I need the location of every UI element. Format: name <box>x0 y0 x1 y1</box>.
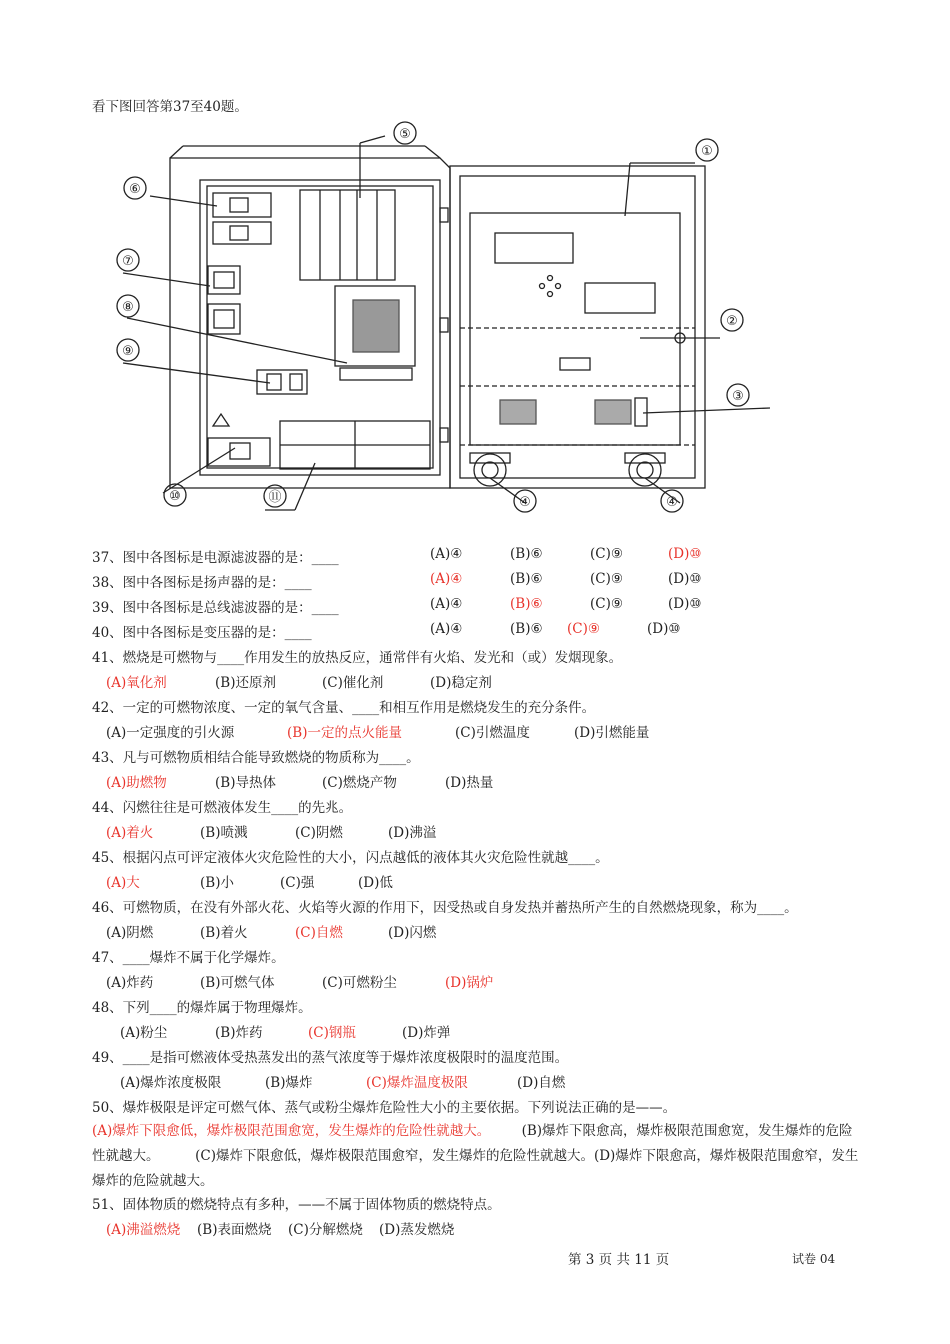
question-37: 37、图中各图标是电源滤波器的是：____ <box>92 550 339 566</box>
q46-option-d: (D)闪燃 <box>388 925 437 941</box>
label-11: ⑪ <box>268 490 282 505</box>
wheel-left <box>474 454 506 486</box>
q47-option-b: (B)可燃气体 <box>200 975 275 991</box>
q50-option-d: (D)爆炸下限愈高，爆炸极限范围愈窄，发生爆炸的危险就越大。 <box>92 1148 859 1189</box>
page-number: 第 3 页 共 11 页 <box>568 1252 670 1268</box>
component-6-bottom <box>213 222 271 244</box>
q38-option-a: (A)④ <box>430 571 463 587</box>
q37-option-a: (A)④ <box>430 546 463 562</box>
q51-option-a: (A)沸溢燃烧 <box>106 1222 181 1238</box>
q43-option-a: (A)助燃物 <box>106 775 167 791</box>
q48-option-d: (D)炸弹 <box>402 1025 451 1041</box>
q39-option-b: (B)⑥ <box>510 596 543 612</box>
q44-option-d: (D)沸溢 <box>388 825 437 841</box>
q42-option-b: (B)一定的点火能量 <box>287 725 402 741</box>
q44-option-c: (C)阴燃 <box>295 825 343 841</box>
question-49: 49、____是指可燃液体受热蒸发出的蒸气浓度等于爆炸浓度极限时的温度范围。 <box>92 1050 569 1066</box>
label-3: ③ <box>732 389 744 404</box>
q46-option-a: (A)阴燃 <box>106 925 154 941</box>
q49-option-b: (B)爆炸 <box>265 1075 313 1091</box>
q49-option-a: (A)爆炸浓度极限 <box>120 1075 222 1091</box>
label-2: ② <box>726 314 738 329</box>
q37-option-d: (D)⑩ <box>668 546 702 562</box>
question-50: 50、爆炸极限是评定可燃气体、蒸气或粉尘爆炸危险性大小的主要依据。下列说法正确的是——。 <box>92 1100 677 1116</box>
question-42: 42、一定的可燃物浓度、一定的氧气含量、____和相互作用是燃烧发生的充分条件。 <box>92 700 596 716</box>
q39-option-c: (C)⑨ <box>590 596 623 612</box>
q40-option-c: (C)⑨ <box>567 621 600 637</box>
q41-option-b: (B)还原剂 <box>215 675 276 691</box>
q41-option-a: (A)氧化剂 <box>106 675 167 691</box>
question-51: 51、固体物质的燃烧特点有多种，——不属于固体物质的燃烧特点。 <box>92 1197 501 1213</box>
label-4a: ④ <box>519 495 531 510</box>
q48-option-b: (B)炸药 <box>215 1025 263 1041</box>
q48-option-c: (C)钢瓶 <box>308 1025 356 1041</box>
label-7: ⑦ <box>122 254 134 269</box>
component-7-top <box>208 266 240 294</box>
q51-option-c: (C)分解燃烧 <box>288 1222 363 1238</box>
label-4b: ④ <box>666 495 678 510</box>
q47-option-c: (C)可燃粉尘 <box>322 975 397 991</box>
question-46: 46、可燃物质，在没有外部火花、火焰等火源的作用下，因受热或自身发热并蓄热所产生的自然燃烧现象，称为____。 <box>92 900 798 916</box>
equipment-diagram <box>95 118 775 523</box>
question-43: 43、凡与可燃物质相结合能导致燃烧的物质称为____。 <box>92 750 420 766</box>
q43-option-d: (D)热量 <box>445 775 494 791</box>
q38-option-b: (B)⑥ <box>510 571 543 587</box>
q41-option-d: (D)稳定剂 <box>430 675 492 691</box>
label-9: ⑨ <box>122 344 134 359</box>
question-47: 47、____爆炸不属于化学爆炸。 <box>92 950 285 966</box>
q50-option-a: (A)爆炸下限愈低，爆炸极限范围愈宽，发生爆炸的危险性就越大。 <box>92 1123 491 1139</box>
q43-option-c: (C)燃烧产物 <box>322 775 397 791</box>
q40-option-b: (B)⑥ <box>510 621 543 637</box>
question-41: 41、燃烧是可燃物与____作用发生的放热反应，通常伴有火焰、发光和（或）发烟现象。 <box>92 650 623 666</box>
q40-option-a: (A)④ <box>430 621 463 637</box>
label-1: ① <box>701 144 713 159</box>
q51-option-d: (D)蒸发燃烧 <box>379 1222 455 1238</box>
display-window <box>495 233 573 263</box>
q39-option-d: (D)⑩ <box>668 596 702 612</box>
q50-option-b: (B)爆炸下限愈高，爆炸极限范围愈宽，发生爆炸的危险性就越大。 <box>92 1123 853 1164</box>
question-48: 48、下列____的爆炸属于物理爆炸。 <box>92 1000 312 1016</box>
paper-id: 试卷 04 <box>792 1252 836 1266</box>
q45-option-c: (C)强 <box>280 875 315 891</box>
q42-option-c: (C)引燃温度 <box>455 725 530 741</box>
component-5-rack <box>300 190 395 280</box>
q50-option-c: (C)爆炸下限愈低，爆炸极限范围愈窄，发生爆炸的危险性就越大。 <box>195 1148 594 1164</box>
q37-option-c: (C)⑨ <box>590 546 623 562</box>
q45-option-b: (B)小 <box>200 875 234 891</box>
q49-option-d: (D)自燃 <box>517 1075 566 1091</box>
question-40: 40、图中各图标是变压器的是：____ <box>92 625 312 641</box>
q38-option-c: (C)⑨ <box>590 571 623 587</box>
q41-option-c: (C)催化剂 <box>322 675 384 691</box>
label-6: ⑥ <box>129 182 141 197</box>
component-7-bottom <box>208 304 240 334</box>
q48-option-a: (A)粉尘 <box>120 1025 168 1041</box>
q49-option-c: (C)爆炸温度极限 <box>366 1075 468 1091</box>
q44-option-a: (A)着火 <box>106 825 154 841</box>
q47-option-d: (D)锅炉 <box>445 975 494 991</box>
q46-option-b: (B)着火 <box>200 925 248 941</box>
q46-option-c: (C)自燃 <box>295 925 343 941</box>
q39-option-a: (A)④ <box>430 596 463 612</box>
q40-option-d: (D)⑩ <box>647 621 681 637</box>
wheel-right <box>629 454 661 486</box>
question-45: 45、根据闪点可评定液体火灾危险性的大小，闪点越低的液体其火灾危险性就越____。 <box>92 850 609 866</box>
q44-option-b: (B)喷溅 <box>200 825 248 841</box>
label-5: ⑤ <box>399 127 411 142</box>
intro-text: 看下图回答第37至40题。 <box>92 99 248 115</box>
question-38: 38、图中各图标是扬声器的是：____ <box>92 575 312 591</box>
q38-option-d: (D)⑩ <box>668 571 702 587</box>
component-10 <box>208 438 270 466</box>
q51-option-b: (B)表面燃烧 <box>197 1222 272 1238</box>
label-8: ⑧ <box>122 300 134 315</box>
question-39: 39、图中各图标是总线滤波器的是：____ <box>92 600 339 616</box>
component-6-top <box>213 193 271 217</box>
question-44: 44、闪燃往往是可燃液体发生____的先兆。 <box>92 800 353 816</box>
q50-options <box>92 1119 862 1194</box>
q45-option-d: (D)低 <box>358 875 393 891</box>
q47-option-a: (A)炸药 <box>106 975 154 991</box>
cabinet-door-outline <box>450 166 705 488</box>
lower-window <box>585 283 655 313</box>
q37-option-b: (B)⑥ <box>510 546 543 562</box>
q45-option-a: (A)大 <box>106 875 140 891</box>
q43-option-b: (B)导热体 <box>215 775 276 791</box>
q42-option-d: (D)引燃能量 <box>574 725 650 741</box>
q42-option-a: (A)一定强度的引火源 <box>106 725 235 741</box>
label-10: ⑩ <box>169 489 181 504</box>
